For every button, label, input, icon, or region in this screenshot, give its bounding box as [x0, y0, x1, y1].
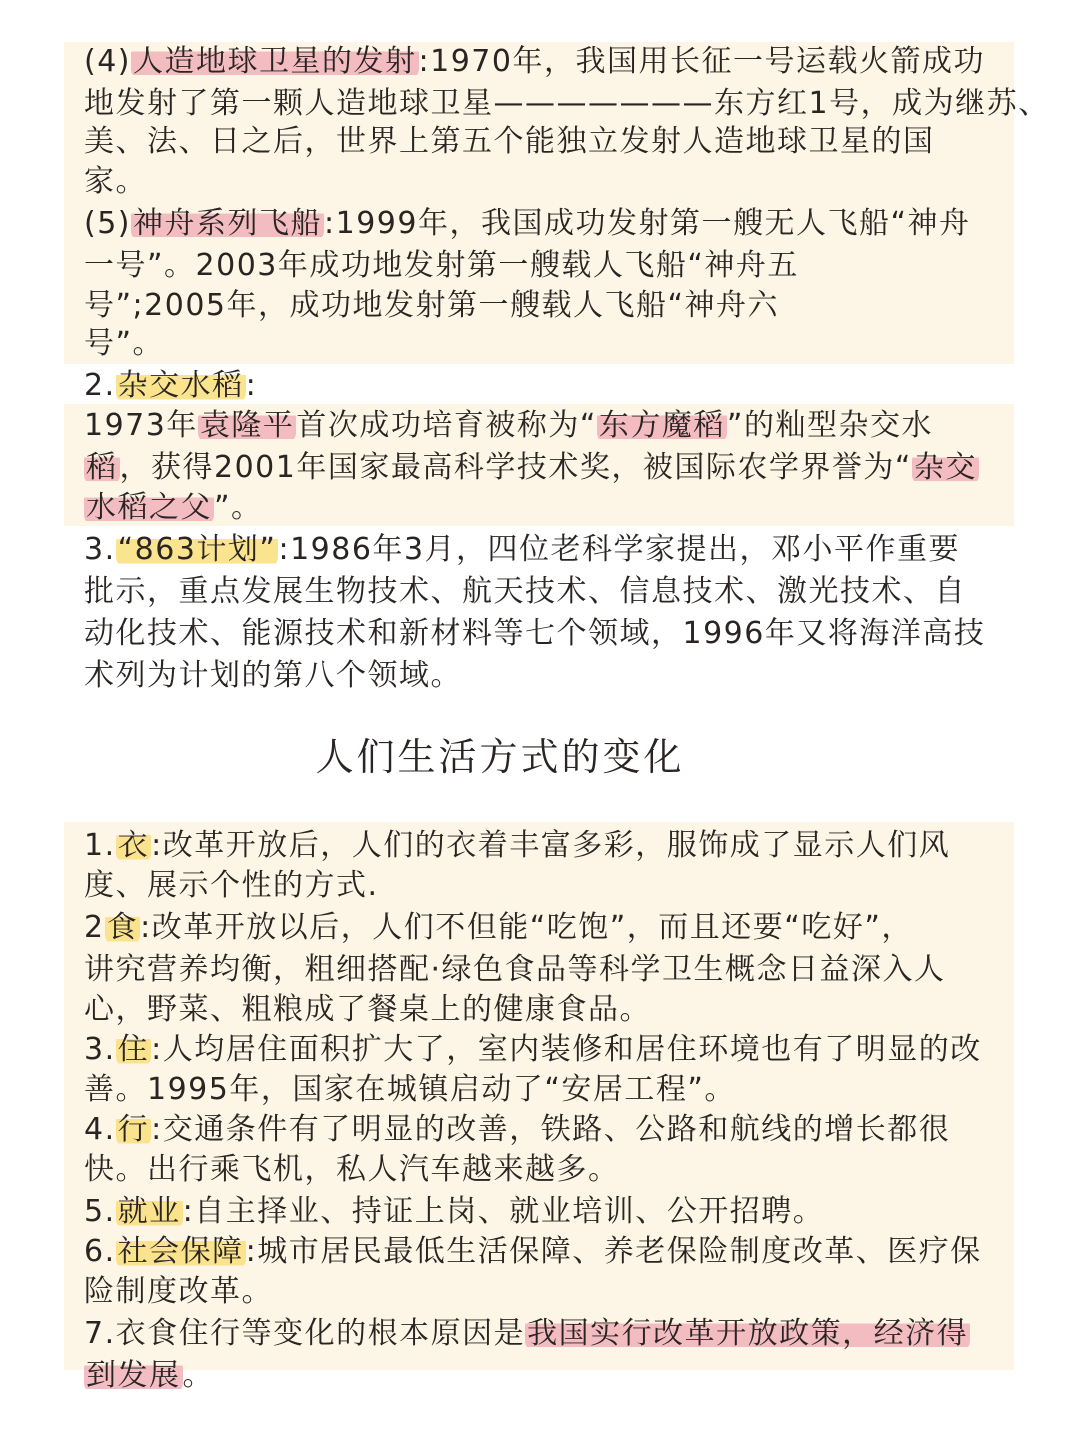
- keyword-magic-rice: 东方魔稻: [598, 408, 725, 443]
- keyword-transport: 行: [117, 1112, 150, 1147]
- item-number: 1.: [84, 828, 116, 863]
- text: :自主择业、持证上岗、就业培训、公开招聘。: [182, 1194, 825, 1229]
- rice-line-1: [84, 406, 933, 446]
- keyword-social-security: 社会保障: [117, 1234, 244, 1269]
- life-item-3-line-2: 善。1995年，国家在城镇启动了“安居工程”。: [84, 1072, 736, 1107]
- text: 7.衣食住行等变化的根本原因是: [84, 1316, 526, 1351]
- text: :1970年，我国用长征一号运载火箭成功: [418, 44, 985, 79]
- item-number: (5): [84, 206, 131, 241]
- life-item-4: [84, 1110, 950, 1150]
- life-item-6: [84, 1232, 982, 1272]
- plan863-line-2: 批示，重点发展生物技术、航天技术、信息技术、激光技术、自: [84, 574, 966, 609]
- keyword-yuan-longping: 袁隆平: [199, 408, 295, 443]
- item-number: (4): [84, 44, 131, 79]
- text: :交通条件有了明显的改善，铁路、公路和航线的增长都很: [151, 1112, 951, 1147]
- keyword-hybrid-rice: 杂交水稻: [117, 368, 244, 403]
- rice-heading: [84, 366, 257, 406]
- life-item-5: [84, 1192, 824, 1232]
- text: :改革开放后，人们的衣着丰富多彩，服饰成了显示人们风: [151, 828, 951, 863]
- text: 1973年: [84, 408, 198, 443]
- text: ，获得2001年国家最高科学技术奖，被国际农学界誉为“: [119, 450, 912, 485]
- keyword-food: 食: [106, 910, 139, 945]
- space-line-2: 地发射了第一颗人造地球卫星———————东方红1号，成为继苏、: [84, 86, 1050, 121]
- space-line-1: [84, 42, 985, 82]
- keyword-development: 到发展: [86, 1358, 181, 1393]
- page-title: 人们生活方式的变化: [315, 735, 685, 779]
- text: :1986年3月，四位老科学家提出，邓小平作重要: [278, 532, 961, 567]
- life-item-6-line-2: 险制度改革。: [84, 1274, 273, 1309]
- text: 。: [182, 1358, 214, 1393]
- space-line-3: 美、法、日之后，世界上第五个能独立发射人造地球卫星的国: [84, 124, 935, 159]
- plan863-line-1: [84, 530, 960, 570]
- keyword-satellite: 人造地球卫星的发射: [133, 44, 417, 79]
- text: :: [245, 368, 258, 403]
- text: 首次成功培育被称为“: [296, 408, 597, 443]
- rice-line-3: [84, 488, 263, 528]
- keyword-clothing: 衣: [117, 828, 150, 863]
- keyword-shenzhou: 神舟系列飞船: [133, 206, 322, 241]
- text: :改革开放以后，人们不但能“吃饱”，而且还要“吃好”，: [140, 910, 913, 945]
- life-item-1: [84, 826, 950, 866]
- life-item-7: [84, 1314, 970, 1354]
- text: ”的籼型杂交水: [726, 408, 933, 443]
- keyword-hybrid: 杂交: [913, 450, 977, 485]
- space-line-6: 一号”。2003年成功地发射第一艘载人飞船“神舟五: [84, 248, 799, 283]
- text: :人均居住面积扩大了，室内装修和居住环境也有了明显的改: [151, 1032, 982, 1067]
- space-line-8: 号”。: [84, 326, 165, 361]
- life-item-3: [84, 1030, 982, 1070]
- space-line-5: [84, 204, 971, 244]
- keyword-863-plan: “863计划”: [117, 532, 277, 567]
- keyword-father-of-hybrid-rice: 水稻之父: [86, 490, 212, 525]
- keyword-employment: 就业: [117, 1194, 181, 1229]
- space-line-7: 号”;2005年，成功地发射第一艘载人飞船“神舟六: [84, 288, 780, 323]
- life-item-4-line-2: 快。出行乘飞机，私人汽车越来越多。: [84, 1152, 620, 1187]
- life-item-2-line-3: 心，野菜、粗粮成了餐桌上的健康食品。: [84, 992, 651, 1027]
- item-number: 3.: [84, 532, 116, 567]
- item-number: 5.: [84, 1194, 116, 1229]
- text: :1999年，我国成功发射第一艘无人飞船“神舟: [324, 206, 971, 241]
- life-item-1-line-2: 度、展示个性的方式.: [84, 868, 379, 903]
- keyword-rice: 稻: [86, 450, 118, 485]
- rice-line-2: [84, 448, 979, 488]
- item-number: 2: [84, 910, 105, 945]
- text: :城市居民最低生活保障、养老保险制度改革、医疗保: [245, 1234, 982, 1269]
- space-line-4: 家。: [84, 164, 147, 199]
- plan863-line-4: 术列为计划的第八个领域。: [84, 658, 462, 693]
- keyword-housing: 住: [117, 1032, 150, 1067]
- text: ”。: [214, 490, 263, 525]
- plan863-line-3: 动化技术、能源技术和新材料等七个领域，1996年又将海洋高技: [84, 616, 986, 651]
- life-item-7-line-2: [84, 1356, 214, 1396]
- item-number: 4.: [84, 1112, 116, 1147]
- item-number: 2.: [84, 368, 116, 403]
- item-number: 6.: [84, 1234, 116, 1269]
- item-number: 3.: [84, 1032, 116, 1067]
- life-item-2-line-2: 讲究营养均衡，粗细搭配·绿色食品等科学卫生概念日益深入人: [84, 952, 946, 987]
- life-item-2: [84, 908, 913, 948]
- keyword-reform-policy: 我国实行改革开放政策，经济得: [527, 1316, 969, 1351]
